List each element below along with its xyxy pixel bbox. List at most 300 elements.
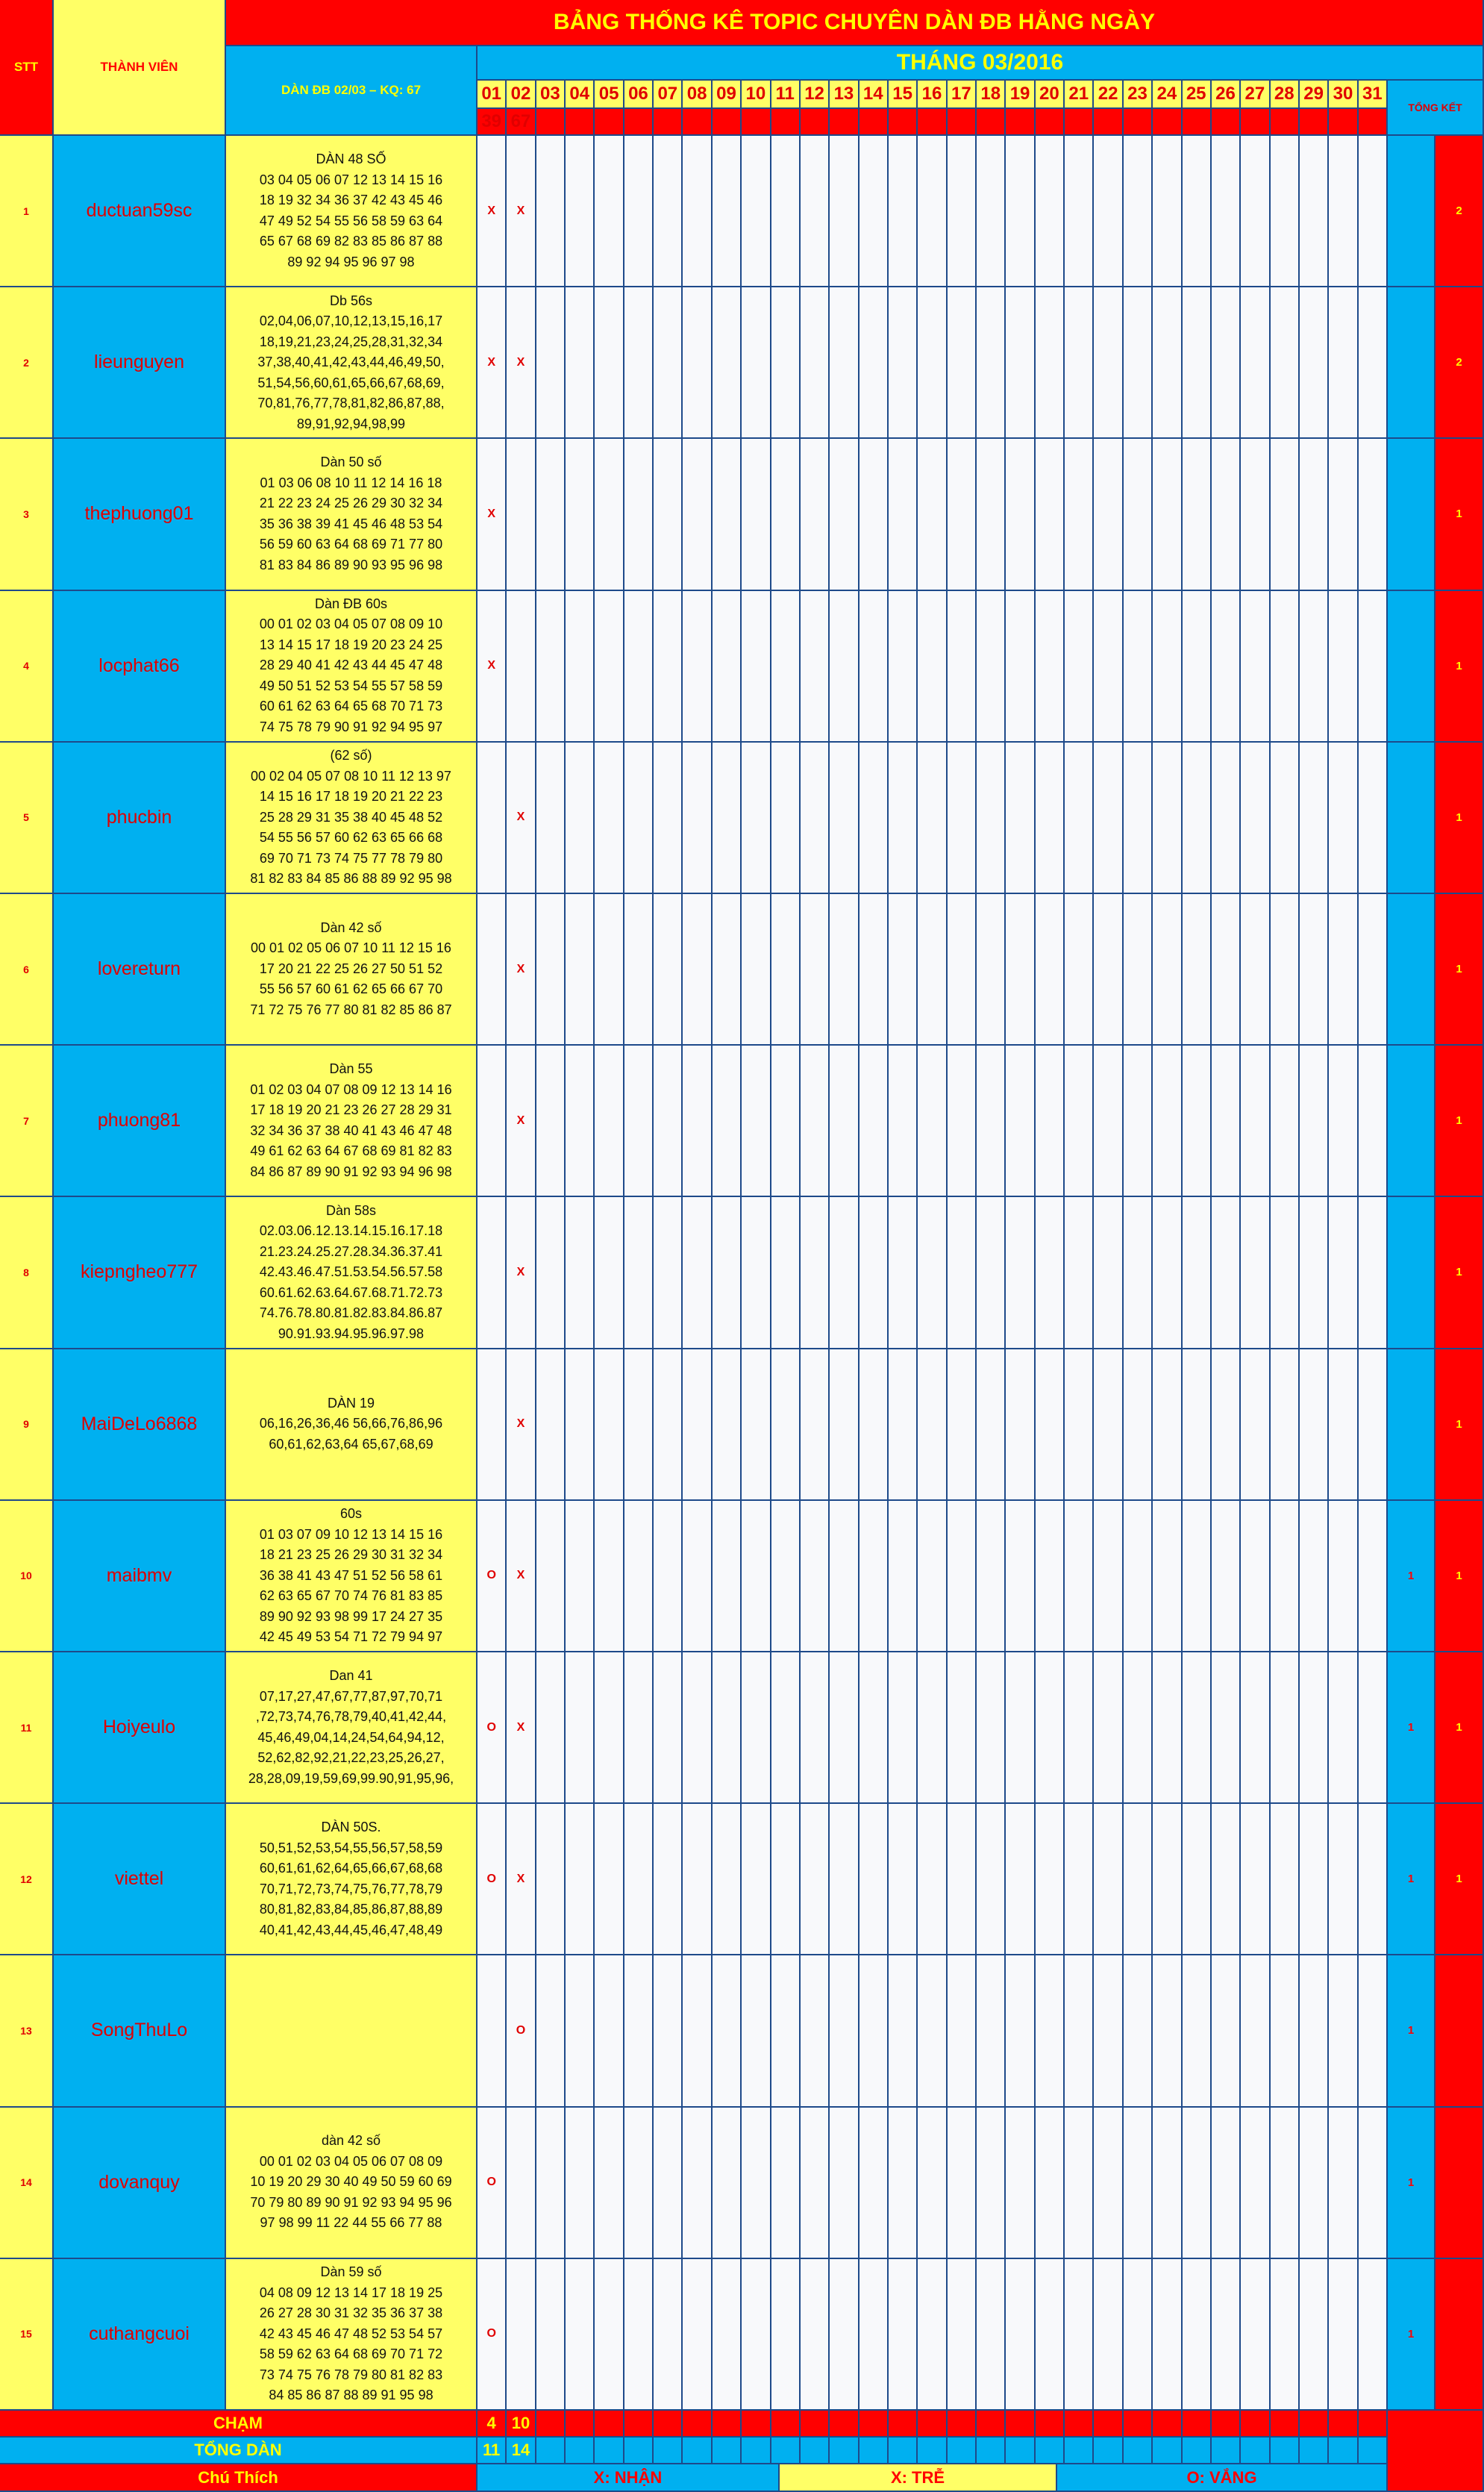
dan-numbers: Dàn 55 01 02 03 04 07 08 09 12 13 14 16 17 18 19 20 21 23 26 27 28 29 31 32 34 36 37 38 40 41 43 46 47 48 49 61 62 63 64 67 68 69 81 82 83 84 86 87 89 90 91 92 93 94 96 98 [226,1046,478,1197]
day-header-28: 28 [1271,81,1300,109]
day-mark [1124,1046,1153,1197]
result-07 [654,109,683,136]
result-12 [801,109,830,136]
day-mark [830,743,859,894]
day-mark [595,136,624,287]
cham-value [1006,2411,1035,2438]
day-mark [771,2259,801,2411]
day-mark [683,1349,712,1501]
day-mark [1183,1955,1212,2107]
day-mark [566,894,595,1046]
day-mark [801,894,830,1046]
day-mark [624,1804,654,1955]
day-mark [1183,591,1212,743]
dan-numbers: 60s 01 03 07 09 10 12 13 14 15 16 18 21 23 25 26 29 30 31 32 34 36 38 41 43 47 51 52 56 58 61 62 63 65 67 70 74 76 81 83 85 89 90 92 93 98 99 17 24 27 35 42 45 49 53 54 71 72 79 94 97 [226,1501,478,1652]
result-02: 67 [507,109,536,136]
hit-count [1436,2108,1484,2259]
day-mark [830,1501,859,1652]
day-mark [713,894,742,1046]
day-mark [1094,1652,1123,1804]
day-mark [1359,1197,1388,1349]
day-mark [977,591,1006,743]
day-mark [1359,439,1388,590]
day-mark [1006,1652,1035,1804]
day-mark [624,1197,654,1349]
cham-value [948,2411,977,2438]
day-mark [860,743,889,894]
member-name: locphat66 [54,591,226,743]
day-mark [595,743,624,894]
day-mark [1124,1501,1153,1652]
day-mark [1183,287,1212,439]
day-mark [801,136,830,287]
day-mark [536,2259,566,2411]
day-mark [830,2259,859,2411]
day-mark [1065,1955,1094,2107]
day-mark [1359,2259,1388,2411]
tong-dan-value [889,2438,918,2464]
day-mark [918,2108,947,2259]
day-mark [1212,2259,1241,2411]
row-stt: 11 [0,1652,54,1804]
day-mark [566,1652,595,1804]
tong-dan-value [1271,2438,1300,2464]
day-mark [1153,287,1182,439]
day-mark [1094,1046,1123,1197]
tong-dan-value [654,2438,683,2464]
day-mark: O [478,2108,507,2259]
day-mark [1006,1349,1035,1501]
day-mark [1359,591,1388,743]
late-count [1388,1046,1436,1197]
result-24 [1153,109,1182,136]
tong-dan-value [1300,2438,1329,2464]
dan-numbers: DÀN 19 06,16,26,36,46 56,66,76,86,96 60,61,62,63,64 65,67,68,69 [226,1349,478,1501]
result-05 [595,109,624,136]
day-mark [1065,894,1094,1046]
row-stt: 9 [0,1349,54,1501]
day-mark [801,1197,830,1349]
day-mark [918,1652,947,1804]
cham-value [1183,2411,1212,2438]
day-mark [1065,287,1094,439]
row-stt: 6 [0,894,54,1046]
tong-dan-value [1153,2438,1182,2464]
late-count: 1 [1388,1804,1436,1955]
day-header-01: 01 [478,81,507,109]
day-mark [1212,1501,1241,1652]
cham-value [536,2411,566,2438]
tong-dan-value [536,2438,566,2464]
day-mark [566,591,595,743]
day-mark: X [507,1197,536,1349]
hit-count: 1 [1436,1197,1484,1349]
day-mark [1212,1652,1241,1804]
member-name: Hoiyeulo [54,1652,226,1804]
day-mark [742,894,771,1046]
day-mark [713,439,742,590]
day-mark [977,287,1006,439]
cham-value [889,2411,918,2438]
day-mark [654,2108,683,2259]
dan-numbers [226,1955,478,2107]
day-mark [1183,1501,1212,1652]
day-mark [566,1046,595,1197]
day-mark [1329,1349,1358,1501]
day-mark [1271,136,1300,287]
day-mark [830,894,859,1046]
day-header-03: 03 [536,81,566,109]
day-mark [1300,439,1329,590]
result-15 [889,109,918,136]
day-mark [1036,1804,1065,1955]
hit-count: 1 [1436,894,1484,1046]
day-mark [683,1804,712,1955]
day-mark [742,1046,771,1197]
day-mark [566,2259,595,2411]
day-mark [860,1046,889,1197]
day-mark [624,1349,654,1501]
day-mark [1006,1046,1035,1197]
result-17 [948,109,977,136]
result-08 [683,109,712,136]
day-mark [1359,287,1388,439]
result-06 [624,109,654,136]
day-mark [1036,1501,1065,1652]
day-mark [1006,2108,1035,2259]
cham-value [1359,2411,1388,2438]
tong-dan-value [801,2438,830,2464]
day-mark [713,287,742,439]
late-count [1388,439,1436,590]
day-mark [1124,1955,1153,2107]
day-mark [1300,1652,1329,1804]
day-mark [1271,1349,1300,1501]
day-mark [801,1349,830,1501]
day-mark [1212,136,1241,287]
day-mark [624,2108,654,2259]
day-mark [1183,2259,1212,2411]
day-header-10: 10 [742,81,771,109]
day-mark [683,2108,712,2259]
result-01: 39 [478,109,507,136]
late-count [1388,136,1436,287]
day-mark [1065,1197,1094,1349]
result-03 [536,109,566,136]
day-mark [977,1197,1006,1349]
day-mark [1065,591,1094,743]
day-mark [654,1501,683,1652]
day-mark [624,287,654,439]
day-mark [1359,894,1388,1046]
day-mark [1065,1349,1094,1501]
day-mark [1036,439,1065,590]
day-mark [654,743,683,894]
day-mark [1183,894,1212,1046]
day-mark: X [478,287,507,439]
late-count [1388,287,1436,439]
day-mark [536,136,566,287]
day-mark [1329,2108,1358,2259]
row-stt: 1 [0,136,54,287]
day-mark [1124,2259,1153,2411]
day-mark [1065,1804,1094,1955]
cham-value [1094,2411,1123,2438]
day-mark [1300,1349,1329,1501]
day-mark [654,2259,683,2411]
day-mark [1212,1046,1241,1197]
day-mark [1036,1652,1065,1804]
day-mark [1359,743,1388,894]
day-mark [948,1501,977,1652]
day-mark [1183,1804,1212,1955]
day-mark [713,1804,742,1955]
tong-dan-value [918,2438,947,2464]
day-mark: X [507,1501,536,1652]
day-mark [566,2108,595,2259]
tong-dan-value [1124,2438,1153,2464]
hit-count: 1 [1436,439,1484,590]
day-mark [683,287,712,439]
day-mark [948,2259,977,2411]
day-mark [566,1501,595,1652]
day-mark [1036,2259,1065,2411]
day-mark [860,591,889,743]
day-header-15: 15 [889,81,918,109]
day-mark [478,1197,507,1349]
day-mark [1241,1046,1270,1197]
day-mark [1271,1046,1300,1197]
cham-value [742,2411,771,2438]
result-16 [918,109,947,136]
day-mark [595,894,624,1046]
day-mark [1153,1349,1182,1501]
day-header-24: 24 [1153,81,1182,109]
day-mark: X [478,136,507,287]
day-mark [1271,591,1300,743]
day-mark [742,743,771,894]
result-18 [977,109,1006,136]
day-header-13: 13 [830,81,859,109]
day-mark [1183,1652,1212,1804]
day-mark [860,1955,889,2107]
day-mark [1094,1955,1123,2107]
day-mark [1065,743,1094,894]
day-mark [1359,1652,1388,1804]
day-mark [801,2108,830,2259]
day-mark [830,1804,859,1955]
day-mark [683,2259,712,2411]
day-mark [1036,591,1065,743]
day-mark [771,287,801,439]
day-mark [595,439,624,590]
day-mark [1183,136,1212,287]
day-header-04: 04 [566,81,595,109]
day-mark [918,591,947,743]
day-mark [1212,894,1241,1046]
day-mark [742,1501,771,1652]
day-mark [478,1349,507,1501]
late-count [1388,591,1436,743]
day-mark [830,1197,859,1349]
day-mark [948,1955,977,2107]
day-mark [1329,287,1358,439]
dan-numbers: Dàn 59 số 04 08 09 12 13 14 17 18 19 25 26 27 28 30 31 32 35 36 37 38 42 43 45 46 47 48 52 53 54 57 58 59 62 63 64 68 69 70 71 72 73 74 75 76 78 79 80 81 82 83 84 85 86 87 88 89 91 95 98 [226,2259,478,2411]
day-mark [801,591,830,743]
day-mark [536,1046,566,1197]
day-mark [478,894,507,1046]
day-mark [860,2259,889,2411]
day-mark [1271,2108,1300,2259]
day-mark [1124,1197,1153,1349]
result-29 [1300,109,1329,136]
day-mark [566,1804,595,1955]
day-mark [1153,136,1182,287]
day-mark: O [478,1804,507,1955]
day-mark [1153,1955,1182,2107]
day-mark [1271,287,1300,439]
day-mark [1212,1349,1241,1501]
day-mark [918,2259,947,2411]
day-mark [1329,136,1358,287]
day-mark [1271,743,1300,894]
late-count [1388,1349,1436,1501]
day-mark [1036,2108,1065,2259]
day-mark [771,439,801,590]
day-mark [801,287,830,439]
day-mark [1241,439,1270,590]
day-mark: O [507,1955,536,2107]
day-mark [1094,2108,1123,2259]
day-mark [536,1955,566,2107]
day-mark [624,136,654,287]
day-mark [977,1501,1006,1652]
day-mark [1094,591,1123,743]
late-count: 1 [1388,1955,1436,2107]
day-mark [1212,439,1241,590]
day-mark [1359,1349,1388,1501]
day-mark [1271,894,1300,1046]
day-mark [1300,2259,1329,2411]
row-stt: 8 [0,1197,54,1349]
day-mark [918,1349,947,1501]
day-mark [830,2108,859,2259]
day-mark [977,1652,1006,1804]
day-mark [507,2108,536,2259]
dan-numbers: Dàn 50 số 01 03 06 08 10 11 12 14 16 18 21 22 23 24 25 26 29 30 32 34 35 36 38 39 41 45 46 48 53 54 56 59 60 63 64 68 69 71 77 80 81 83 84 86 89 90 93 95 96 98 [226,439,478,590]
cham-value [1329,2411,1358,2438]
day-mark [713,136,742,287]
day-mark [830,1046,859,1197]
day-mark [1241,1804,1270,1955]
day-mark [977,1046,1006,1197]
day-mark [1329,1652,1358,1804]
day-mark [1300,894,1329,1046]
day-header-27: 27 [1241,81,1270,109]
day-mark: X [507,743,536,894]
dan-numbers: DÀN 50S. 50,51,52,53,54,55,56,57,58,59 60,61,61,62,64,65,66,67,68,68 70,71,72,73,74,75,76,77,78,79 80,81,82,83,84,85,86,87,88,89 40,41,42,43,44,45,46,47,48,49 [226,1804,478,1955]
day-mark [1271,1197,1300,1349]
day-mark [1329,2259,1358,2411]
day-mark [595,1046,624,1197]
day-mark [889,2108,918,2259]
day-mark [948,1652,977,1804]
day-mark [536,894,566,1046]
hit-count: 1 [1436,1652,1484,1804]
dan-numbers: Dàn ĐB 60s 00 01 02 03 04 05 07 08 09 10 13 14 15 17 18 19 20 23 24 25 28 29 40 41 42 43 44 45 47 48 49 50 51 52 53 54 55 57 58 59 60 61 62 63 64 65 68 70 71 73 74 75 78 79 90 91 92 94 95 97 [226,591,478,743]
tong-dan-value [1241,2438,1270,2464]
day-mark: X [507,136,536,287]
cham-value [683,2411,712,2438]
cham-value [566,2411,595,2438]
day-mark [860,287,889,439]
day-mark [1153,1804,1182,1955]
day-mark [1124,1652,1153,1804]
tong-dan-value [1183,2438,1212,2464]
day-mark [1036,1349,1065,1501]
day-mark [918,136,947,287]
day-mark [507,2259,536,2411]
member-name: lieunguyen [54,287,226,439]
day-mark [1153,743,1182,894]
day-mark [536,1804,566,1955]
day-mark [948,1804,977,1955]
day-mark [771,743,801,894]
day-mark [683,743,712,894]
day-mark [1124,2108,1153,2259]
cham-value [977,2411,1006,2438]
day-header-14: 14 [860,81,889,109]
day-mark [918,1046,947,1197]
day-mark [683,1652,712,1804]
day-mark [1329,1804,1358,1955]
hit-count: 2 [1436,287,1484,439]
day-mark [713,2108,742,2259]
day-mark [624,894,654,1046]
day-mark [1006,1804,1035,1955]
cham-value [860,2411,889,2438]
result-04 [566,109,595,136]
tong-dan-value [595,2438,624,2464]
cham-value [1036,2411,1065,2438]
day-mark: X [478,439,507,590]
dan-numbers: Dan 41 07,17,27,47,67,77,87,97,70,71 ,72,73,74,76,78,79,40,41,42,44, 45,46,49,04,14,24,54,64,94,12, 52,62,82,92,21,22,23,25,26,27, 28,28,09,19,59,69,99.90,91,95,96, [226,1652,478,1804]
result-13 [830,109,859,136]
day-mark [860,1652,889,1804]
day-mark [977,743,1006,894]
legend-x-nhan: X: NHẬN [478,2464,780,2492]
day-mark [1153,1501,1182,1652]
day-mark [1124,1804,1153,1955]
day-mark [1153,591,1182,743]
day-mark [624,439,654,590]
day-mark [1329,1046,1358,1197]
day-mark [948,439,977,590]
day-mark [1094,1804,1123,1955]
month-header: THÁNG 03/2016 [478,46,1484,81]
day-mark [1006,287,1035,439]
member-name: ductuan59sc [54,136,226,287]
day-mark [1065,1501,1094,1652]
day-mark [889,1197,918,1349]
day-mark [742,1652,771,1804]
day-mark [536,1652,566,1804]
day-mark [801,1955,830,2107]
day-mark [654,1046,683,1197]
cham-value [595,2411,624,2438]
day-mark [713,1652,742,1804]
tong-dan-value [1094,2438,1123,2464]
